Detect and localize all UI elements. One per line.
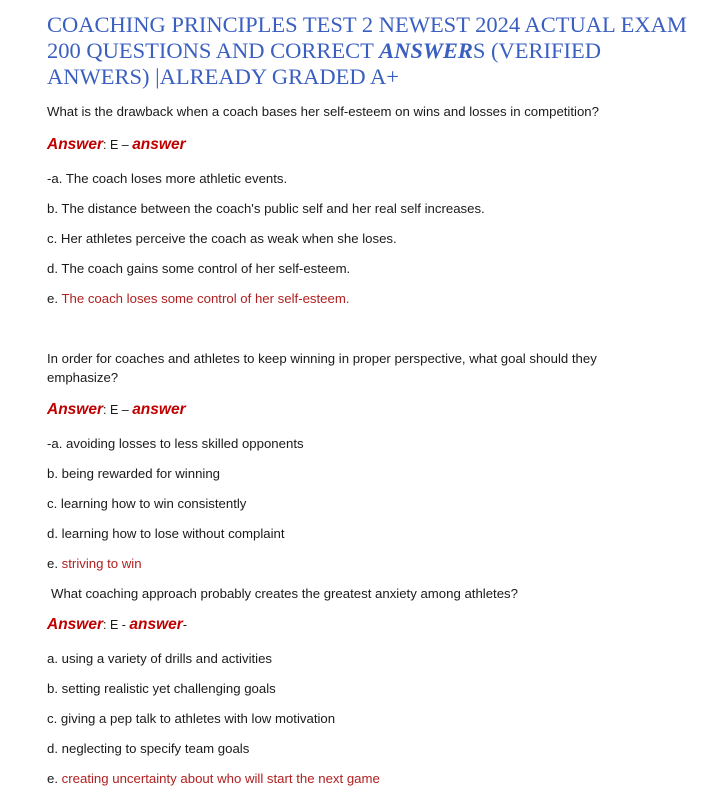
document-title bbox=[47, 12, 707, 90]
question-1-option-e bbox=[47, 289, 350, 308]
question-3-text: What coaching approach probably creates the greatest anxiety among athletes? bbox=[51, 586, 518, 601]
question-2-option-e bbox=[47, 554, 142, 573]
answer-label: Answer bbox=[47, 136, 103, 153]
title-text-part2: S (VERIFIED ANWERS) |ALREADY GRADED A+ bbox=[47, 38, 602, 89]
question-2-answer bbox=[47, 400, 186, 420]
question-3-option-c: c. giving a pep talk to athletes with low motivation bbox=[47, 711, 336, 726]
question-2-text: In order for coaches and athletes to keep winning in proper perspective, what goal should they emphasize? bbox=[47, 351, 597, 385]
answer-word: answer bbox=[132, 401, 186, 418]
question-1-option-a: -a. The coach loses more athletic events. bbox=[47, 171, 288, 186]
answer-word: answer bbox=[132, 136, 186, 153]
question-2-option-a: -a. avoiding losses to less skilled opponents bbox=[47, 436, 304, 451]
question-3-option-b: b. setting realistic yet challenging goals bbox=[47, 681, 276, 696]
question-1-option-d: d. The coach gains some control of her self-esteem. bbox=[47, 261, 351, 276]
question-1-option-b: b. The distance between the coach's public self and her real self increases. bbox=[47, 201, 485, 216]
question-3-option-a: a. using a variety of drills and activities bbox=[47, 651, 273, 666]
question-2-option-d: d. learning how to lose without complaint bbox=[47, 526, 285, 541]
question-3-option-d: d. neglecting to specify team goals bbox=[47, 741, 250, 756]
answer-label: Answer bbox=[47, 401, 103, 418]
answer-key: : E – bbox=[103, 403, 133, 417]
correct-option-text: striving to win bbox=[61, 556, 142, 571]
answer-label: Answer bbox=[47, 616, 103, 633]
question-3-option-e bbox=[47, 769, 380, 788]
question-2-option-c: c. learning how to win consistently bbox=[47, 496, 247, 511]
answer-suffix: - bbox=[182, 618, 187, 632]
title-text-part1: COACHING PRINCIPLES TEST 2 NEWEST 2024 ACTUAL EXAM 200 QUESTIONS AND CORRECT bbox=[47, 12, 687, 63]
question-3-answer bbox=[47, 615, 187, 635]
option-e-prefix: e. bbox=[47, 291, 62, 306]
answer-key: : E - bbox=[103, 618, 130, 632]
answer-word: answer bbox=[129, 616, 183, 633]
question-1-text: What is the drawback when a coach bases her self-esteem on wins and losses in competition? bbox=[47, 104, 599, 119]
answer-key: : E – bbox=[103, 138, 133, 152]
question-1-option-c: c. Her athletes perceive the coach as weak when she loses. bbox=[47, 231, 397, 246]
correct-option-text: The coach loses some control of her self-esteem. bbox=[61, 291, 350, 306]
option-e-prefix: e. bbox=[47, 771, 62, 786]
correct-option-text: creating uncertainty about who will start the next game bbox=[61, 771, 380, 786]
title-text-emphasis: ANSWER bbox=[379, 38, 473, 63]
option-e-prefix: e. bbox=[47, 556, 62, 571]
question-2-option-b: b. being rewarded for winning bbox=[47, 466, 221, 481]
question-1-answer bbox=[47, 135, 186, 155]
